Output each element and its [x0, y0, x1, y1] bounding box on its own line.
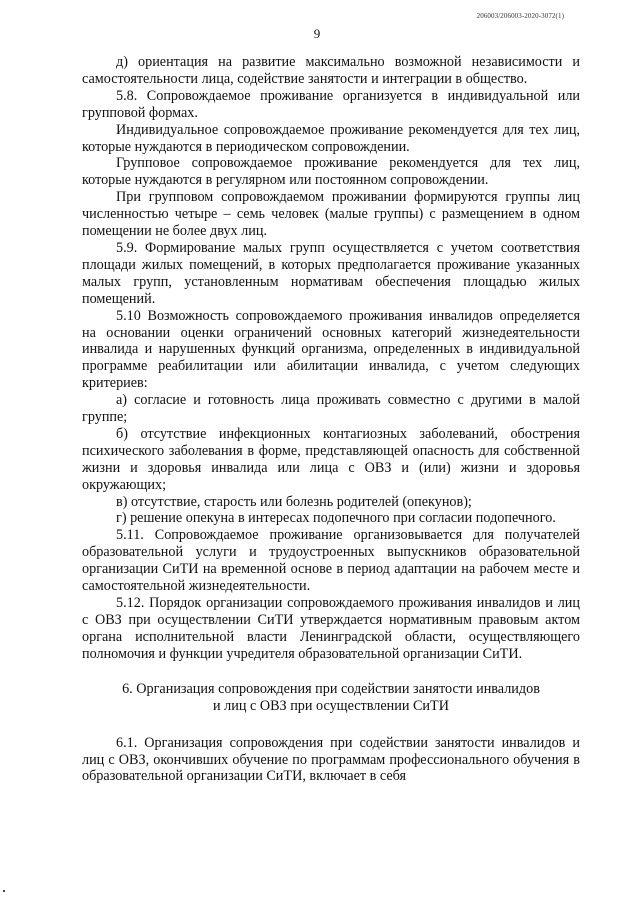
paragraph-5-8: 5.8. Сопровождаемое проживание организуется в индивидуальной или групповой формах. — [82, 87, 580, 121]
paragraph-5-9: 5.9. Формирование малых групп осуществляется с учетом соответствия площади жилых помещений, в которых предполагается проживание указанных малых групп, установленным нормативам обеспечения площадью жилых помещений. — [82, 239, 580, 307]
paragraph-small-groups: При групповом сопровождаемом проживании формируются группы лиц численностью четыре – семь человек (малые группы) с размещением в одном помещении не более двух лиц. — [82, 189, 580, 240]
paragraph-individual-living: Индивидуальное сопровождаемое проживание рекомендуется для тех лиц, которые нуждаются в периодическом сопровождении. — [82, 121, 580, 155]
document-id: 206003/206003-2020-3072(1) — [476, 12, 564, 20]
page-number: 9 — [313, 26, 321, 41]
paragraph-item-d: д) ориентация на развитие максимально возможной независимости и самостоятельности лица, содействие занятости и интеграции в общество. — [82, 54, 580, 87]
criterion-a: а) согласие и готовность лица проживать совместно с другими в малой группе; — [82, 392, 580, 426]
criterion-g: г) решение опекуна в интересах подопечного при согласии подопечного. — [116, 510, 556, 527]
paragraph-group-living: Групповое сопровождаемое проживание рекомендуется для тех лиц, которые нуждаются в регулярном или постоянном сопровождении. — [82, 155, 580, 189]
paragraph-5-11: 5.11. Сопровождаемое проживание организовывается для получателей образовательной услуги и трудоустроенных выпускников образовательной организации СиТИ на временной основе в период адаптации на рабочем месте и самостоятельной жизнедеятельности. — [82, 527, 580, 595]
section-6-heading — [82, 681, 580, 716]
criterion-v: в) отсутствие, старость или болезнь родителей (опекунов); — [116, 493, 472, 510]
section-heading-line-1: 6. Организация сопровождения при содействии занятости инвалидов — [122, 680, 540, 697]
paragraph-5-10: 5.10 Возможность сопровождаемого проживания инвалидов определяется на основании оценки ограничений основных категорий жизнедеятельности инвалида и нарушенных функций организма, определенных в индивидуальной программе реабилитации или абилитации инвалида, с учетом следующих критериев: — [82, 307, 580, 392]
paragraph-6-1: 6.1. Организация сопровождения при содействии занятости инвалидов и лиц с ОВЗ, окончивших обучение по программам профессионального обучения в образовательной организации СиТИ, включает в себя — [82, 734, 580, 785]
section-heading-line-2: и лиц с ОВЗ при осуществлении СиТИ — [213, 698, 449, 715]
criterion-b: б) отсутствие инфекционных контагиозных заболеваний, обострения психического заболевания в форме, представляющей опасность для собственной жизни и здоровья инвалида или лица с ОВЗ и (или) жизни и здоровья окружающих; — [82, 425, 580, 493]
document-body — [82, 54, 580, 785]
scan-mark — [3, 890, 5, 892]
paragraph-5-12: 5.12. Порядок организации сопровождаемого проживания инвалидов и лиц с ОВЗ при осуществлении СиТИ утверждается нормативным правовым актом органа исполнительной власти Ленинградской области, осуществляющего полномочия и функции учредителя образовательной организации СиТИ. — [82, 595, 580, 662]
